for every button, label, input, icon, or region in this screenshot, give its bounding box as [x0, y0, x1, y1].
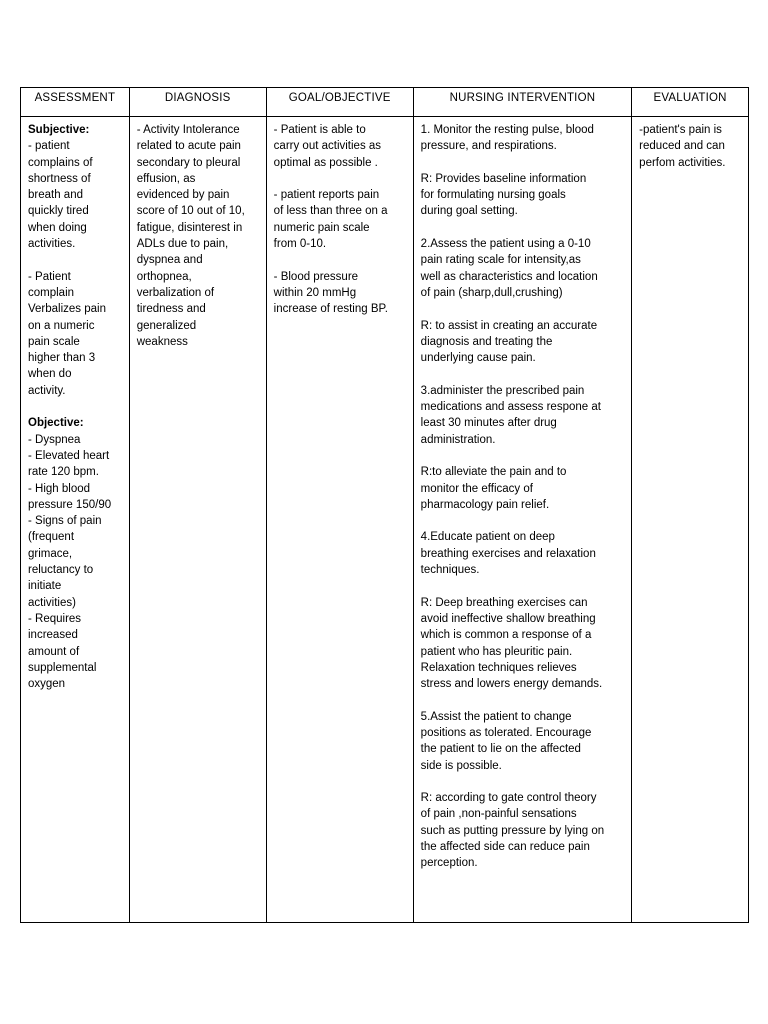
- intervention-rationale: R: according to gate control theory of pain ,non-painful sensations such as putting pressure by lying on the affected side can reduce pain perception.: [420, 792, 605, 870]
- intervention-rationale: R: to assist in creating an accurate diagnosis and treating the underlying cause pain.: [420, 319, 598, 365]
- goal-item: - Patient is able to carry out activities as optimal as possible .: [273, 124, 382, 169]
- header-intervention: NURSING INTERVENTION: [413, 88, 632, 117]
- intervention-item: 2.Assess the patient using a 0-10 pain rating scale for intensity,as well as characteristics and location of pain (sharp,dull,crushing): [420, 238, 598, 299]
- diagnosis-cell: [129, 117, 266, 923]
- nursing-care-plan-table: [20, 87, 749, 923]
- intervention-item: 4.Educate patient on deep breathing exercises and relaxation techniques.: [420, 531, 596, 577]
- objective-heading: Objective:: [28, 417, 84, 430]
- objective-list: - Dyspnea - Elevated heart rate 120 bpm. - High blood pressure 150/90 - Signs of pain (frequent grimace, reluctancy to initiate activities) - Requires increased amount of supplemental oxygen: [28, 433, 112, 691]
- intervention-item: 5.Assist the patient to change positions as tolerated. Encourage the patient to lie on the affected side is possible.: [420, 710, 592, 772]
- goal-item: - patient reports pain of less than three on a numeric pain scale from 0-10.: [273, 189, 388, 251]
- intervention-cell: [413, 117, 632, 923]
- intervention-item: 3.administer the prescribed pain medications and assess respone at least 30 minutes after drug administration.: [420, 384, 601, 446]
- intervention-rationale: R: Provides baseline information for formulating nursing goals during goal setting.: [420, 172, 587, 218]
- diagnosis-text: - Activity Intolerance related to acute pain secondary to pleural effusion, as evidenced by pain score of 10 out of 10, fatigue, disinterest in ADLs due to pain, dyspnea and orthopnea, verbalization of tiredness and generalized weakness: [136, 124, 245, 348]
- subjective-item: - patient complains of shortness of breath and quickly tired when doing activities.: [28, 140, 93, 251]
- evaluation-cell: [632, 117, 749, 923]
- table-row: [21, 117, 749, 923]
- intervention-rationale: R:to alleviate the pain and to monitor the efficacy of pharmacology pain relief.: [420, 466, 567, 511]
- header-assessment: ASSESSMENT: [21, 88, 130, 117]
- evaluation-text: -patient's pain is reduced and can perfom activities.: [639, 124, 726, 169]
- subjective-item: - Patient complain Verbalizes pain on a numeric pain scale higher than 3 when do activity.: [28, 270, 106, 397]
- goal-item: - Blood pressure within 20 mmHg increase of resting BP.: [273, 270, 388, 316]
- intervention-rationale: R: Deep breathing exercises can avoid ineffective shallow breathing which is common a response of a patient who has pleuritic pain. Relaxation techniques relieves stress and lowers energy demands.: [420, 596, 603, 691]
- header-evaluation: EVALUATION: [632, 88, 749, 117]
- assessment-cell: [21, 117, 130, 923]
- intervention-item: 1. Monitor the resting pulse, blood pressure, and respirations.: [420, 124, 594, 153]
- header-diagnosis: DIAGNOSIS: [129, 88, 266, 117]
- goal-cell: [266, 117, 413, 923]
- header-row: [21, 88, 749, 117]
- header-goal: GOAL/OBJECTIVE: [266, 88, 413, 117]
- subjective-heading: Subjective:: [28, 124, 90, 136]
